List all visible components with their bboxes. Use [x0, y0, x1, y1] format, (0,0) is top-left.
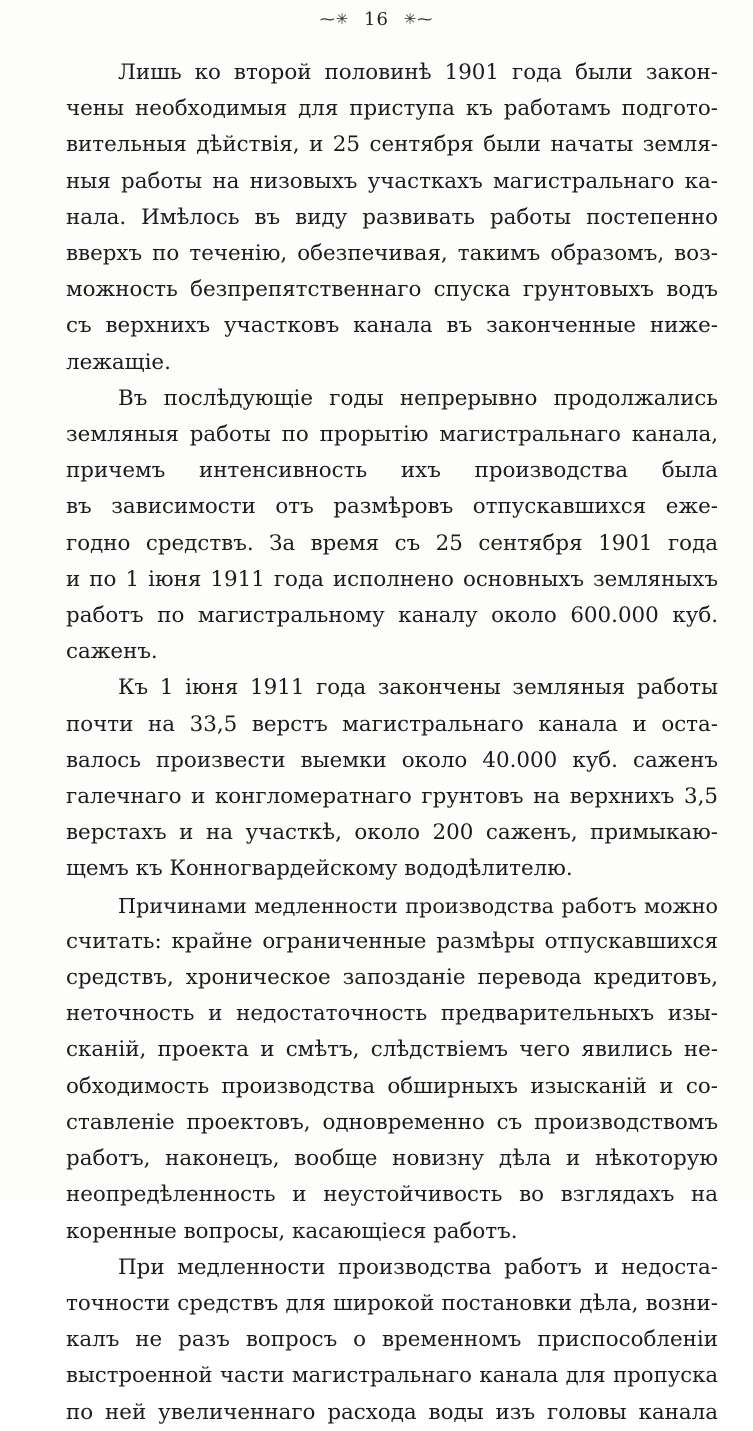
text-line: по ней увеличеннаго расхода воды изъ головы канала — [66, 1399, 718, 1425]
text-line: сканій, проекта и смѣтъ, слѣдствіемъ чего явились не- — [66, 1037, 718, 1063]
text-line: работъ, наконецъ, вообще новизну дѣла и нѣкоторую — [66, 1146, 718, 1172]
text-line: саженъ. — [66, 639, 158, 665]
text-line: Къ 1 іюня 1911 года закончены земляныя работы — [118, 675, 718, 701]
text-line: коренные вопросы, касающіеся работъ. — [66, 1218, 518, 1244]
paragraph-1 — [66, 55, 718, 381]
text-line: ставленіе проектовъ, одновременно съ производствомъ — [66, 1109, 718, 1135]
text-line: Причинами медленности производства работъ можно — [118, 893, 718, 918]
text-line: вверхъ по теченію, обезпечивая, такимъ образомъ, воз- — [66, 241, 718, 267]
text-line: калъ не разъ вопросъ о временномъ приспособленіи — [66, 1327, 718, 1353]
text-line: нала. Имѣлось въ виду развивать работы постепенно — [66, 204, 718, 230]
text-line: средствъ, хроническое запозданіе перевода кредитовъ, — [66, 965, 718, 991]
text-line: земляныя работы по прорытію магистральнаго канала, — [66, 422, 718, 448]
text-line: галечнаго и конгломератнаго грунтовъ на верхнихъ 3,5 — [66, 784, 718, 810]
text-line: въ зависимости отъ размѣровъ отпускавшихся еже- — [66, 494, 718, 520]
page-number: 16 — [364, 9, 389, 30]
text-line: работъ по магистральному каналу около 600.000 куб. — [66, 603, 718, 629]
text-line: щемъ къ Конногвардейскому вододѣлителю. — [66, 856, 573, 882]
paragraph-3 — [66, 670, 718, 887]
text-line: валось произвести выемки около 40.000 куб. саженъ — [66, 747, 718, 773]
text-line: неточность и недостаточность предварительныхъ изы- — [66, 1001, 718, 1027]
text-line: выстроенной части магистральнаго канала для пропуска — [66, 1363, 718, 1389]
body-text — [66, 55, 718, 1431]
text-line: Въ послѣдующіе годы непрерывно продолжались — [118, 385, 718, 411]
text-line: ныя работы на низовыхъ участкахъ магистральнаго ка- — [66, 168, 718, 194]
text-line: неопредѣленность и неустойчивость во взглядахъ на — [66, 1182, 718, 1208]
text-line: лежащіе. — [66, 349, 171, 375]
text-line: съ верхнихъ участковъ канала въ законченные ниже- — [66, 313, 718, 339]
text-line: почти на 33,5 верстъ магистральнаго канала и оста- — [66, 711, 718, 737]
text-line: годно средствъ. За время съ 25 сентября 1901 года — [66, 530, 718, 556]
paragraph-4 — [66, 888, 718, 1250]
text-line: При медленности производства работъ и недоста- — [118, 1254, 718, 1280]
right-ornament-icon: ✳⁓ — [403, 10, 434, 28]
text-line: вительныя дѣйствія, и 25 сентября были начаты земля- — [66, 132, 718, 158]
text-line: и по 1 іюня 1911 года исполнено основныхъ земляныхъ — [66, 566, 718, 592]
text-line: можность безпрепятственнаго спуска грунтовыхъ водъ — [66, 277, 718, 303]
text-line: верстахъ и на участкѣ, около 200 саженъ, примыкаю- — [66, 820, 718, 846]
page-header — [0, 8, 753, 31]
left-ornament-icon: ⁓✳ — [319, 10, 350, 28]
text-line: точности средствъ для широкой постановки дѣла, возни- — [66, 1290, 718, 1316]
text-line: обходимость производства обширныхъ изысканій и со- — [66, 1073, 718, 1099]
text-line: чены необходимыя для приступа къ работамъ подгото- — [66, 96, 718, 122]
paragraph-5 — [66, 1250, 718, 1431]
paragraph-2 — [66, 381, 718, 671]
text-line: Лишь ко второй половинѣ 1901 года были закон- — [118, 60, 718, 85]
text-line: причемъ интенсивность ихъ производства была — [66, 458, 718, 484]
text-line: считать: крайне ограниченные размѣры отпускавшихся — [66, 928, 718, 954]
